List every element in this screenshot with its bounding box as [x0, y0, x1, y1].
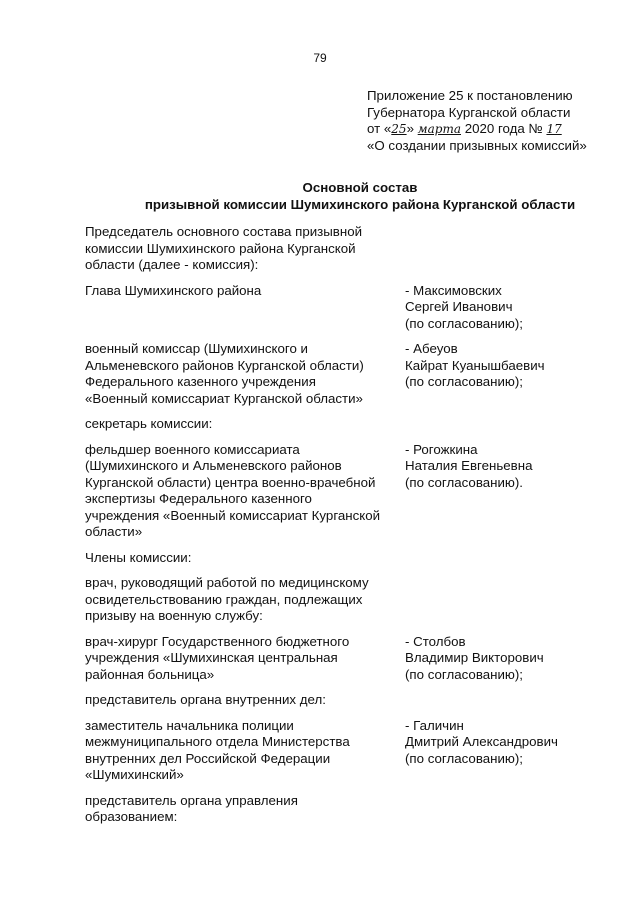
- date-separator: »: [406, 121, 418, 136]
- date-year: 2020 года №: [461, 121, 547, 136]
- person-text: - Абеуов Кайрат Куанышбаевич (по согласованию);: [405, 341, 545, 389]
- person-text: - Столбов Владимир Викторович (по согласованию);: [405, 633, 544, 682]
- handwritten-number: 17: [546, 122, 562, 136]
- date-prefix: от «: [367, 121, 392, 136]
- appendix-line-3: [367, 121, 635, 138]
- list-item: [85, 442, 585, 541]
- list-item: [85, 550, 585, 567]
- role-text: Председатель основного состава призывной комиссии Шумихинского района Курганской области (далее - комиссия):: [85, 224, 363, 272]
- page-number: 79: [313, 51, 327, 65]
- role-text: секретарь комиссии:: [85, 416, 213, 431]
- appendix-line-1: Приложение 25 к постановлению: [367, 88, 573, 103]
- list-item: [85, 692, 585, 709]
- role-text: Члены комиссии:: [85, 549, 192, 565]
- handwritten-day: 25: [391, 122, 407, 136]
- list-item: [85, 283, 585, 333]
- role-text: врач-хирург Государственного бюджетного учреждения «Шумихинская центральная районная больница»: [85, 633, 350, 682]
- person-text: - Галичин Дмитрий Александрович (по согласованию);: [405, 717, 558, 766]
- list-item: [85, 793, 585, 826]
- role-text: представитель органа управления образованием:: [85, 792, 298, 824]
- person-text: - Максимовских Сергей Иванович (по согласованию);: [405, 282, 523, 331]
- list-item: [85, 634, 585, 684]
- appendix-line-2: Губернатора Курганской области: [367, 104, 571, 120]
- appendix-header: [367, 88, 635, 154]
- handwritten-month: марта: [417, 122, 461, 136]
- title-line-1: Основной состав: [302, 180, 418, 195]
- list-item: [85, 341, 585, 407]
- list-item: [85, 224, 585, 274]
- role-text: заместитель начальника полиции межмуниципального отдела Министерства внутренних дел Российской Федерации «Шумихинский»: [85, 717, 350, 782]
- title-line-2: призывной комиссии Шумихинского района Курганской области: [144, 196, 576, 212]
- role-text: фельдшер военного комиссариата (Шумихинского и Альменевского районов Курганской области) центра военно-врачебной экспертизы Федерального казенного учреждения «Военный комиссариат Курганской области»: [85, 441, 381, 539]
- role-text: военный комиссар (Шумихинского и Альменевского районов Курганской области) Федерального казенного учреждения «Военный комиссариат Курганской области»: [85, 341, 364, 406]
- role-text: Глава Шумихинского района: [85, 282, 262, 298]
- role-text: врач, руководящий работой по медицинскому освидетельствованию граждан, подлежащих призыву на военную службу:: [85, 575, 369, 623]
- list-item: [85, 416, 585, 433]
- person-text: - Рогожкина Наталия Евгеньевна (по согласованию).: [405, 441, 533, 490]
- list-item: [85, 718, 585, 784]
- document-title: [60, 180, 640, 213]
- commission-list: [85, 224, 585, 835]
- role-text: представитель органа внутренних дел:: [85, 692, 326, 707]
- list-item: [85, 575, 585, 625]
- appendix-line-4: «О создании призывных комиссий»: [367, 137, 587, 153]
